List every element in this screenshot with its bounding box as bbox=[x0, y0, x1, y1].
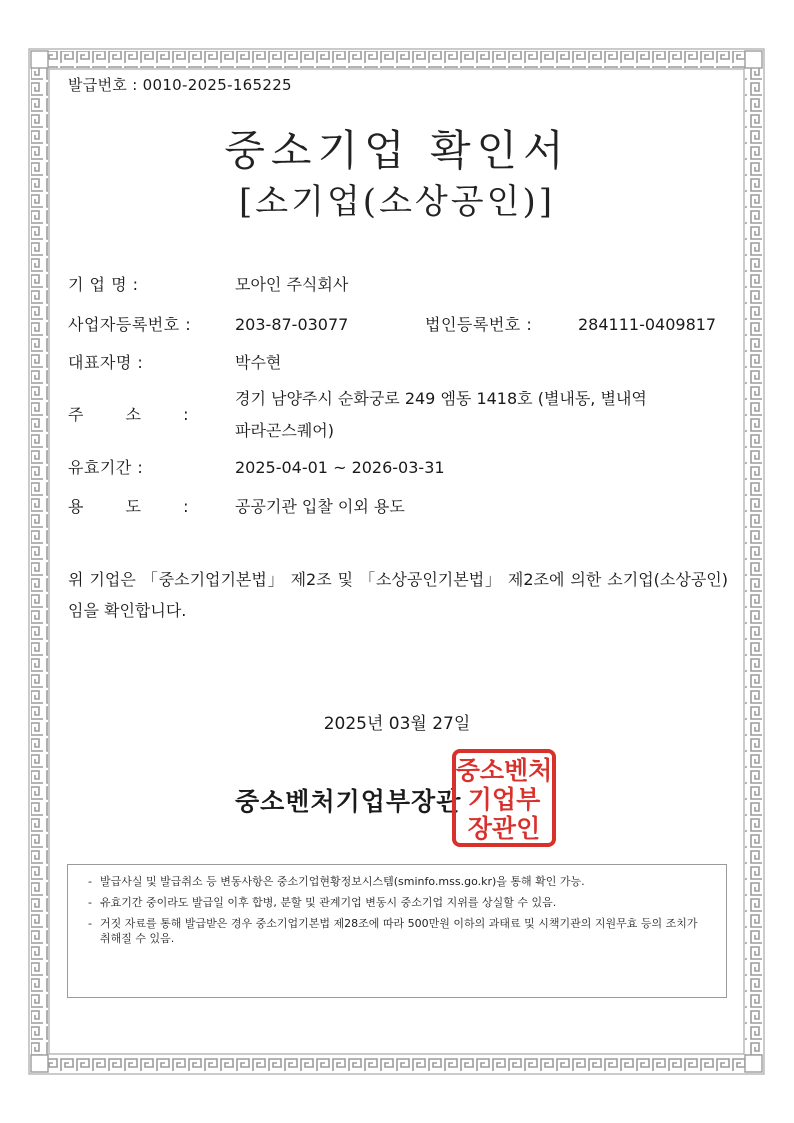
business-registration-label: 사업자등록번호 : bbox=[68, 315, 192, 334]
official-seal-stamp bbox=[451, 748, 557, 848]
bullet-mark: - bbox=[88, 917, 92, 930]
issuer-name: 중소벤처기업부장관 bbox=[235, 787, 462, 816]
company-name-label: 기 업 명 : bbox=[68, 275, 139, 294]
issue-number: 발급번호 : 0010-2025-165225 bbox=[68, 76, 292, 94]
representative-label: 대표자명 : bbox=[68, 353, 144, 372]
purpose-value: 공공기관 입찰 이외 용도 bbox=[235, 497, 405, 516]
document-subtitle: [소기업(소상공인)] bbox=[239, 182, 555, 222]
document-title: 중소기업 확인서 bbox=[224, 126, 570, 175]
bullet-mark: - bbox=[88, 896, 92, 909]
address-line-2: 파라곤스퀘어) bbox=[235, 421, 334, 440]
notice-item bbox=[88, 916, 708, 946]
notice-text: 유효기간 중이라도 발급일 이후 합병, 분할 및 관계기업 변동시 중소기업 지위를 상실할 수 있음. bbox=[100, 896, 557, 909]
svg-text:장관인: 장관인 bbox=[467, 814, 541, 843]
validity-period-value: 2025-04-01 ~ 2026-03-31 bbox=[235, 458, 445, 477]
business-registration-value: 203-87-03077 bbox=[235, 315, 349, 334]
issue-date: 2025년 03월 27일 bbox=[323, 714, 471, 734]
notice-box bbox=[67, 864, 727, 998]
confirmation-statement: 위 기업은 「중소기업기본법」 제2조 및 「소상공인기본법」 제2조에 의한 소기업(소상공인)임을 확인합니다. bbox=[68, 570, 728, 620]
purpose-label: 용 도 : bbox=[68, 497, 189, 516]
svg-text:중소벤처: 중소벤처 bbox=[455, 756, 553, 785]
validity-period-label: 유효기간 : bbox=[68, 458, 144, 477]
address-line-1: 경기 남양주시 순화궁로 249 엠동 1418호 (별내동, 별내역 bbox=[235, 389, 647, 408]
bullet-mark: - bbox=[88, 875, 92, 888]
notice-item bbox=[88, 874, 708, 889]
address-label: 주 소 : bbox=[68, 405, 189, 424]
representative-value: 박수현 bbox=[235, 353, 282, 372]
company-name-value: 모아인 주식회사 bbox=[235, 275, 349, 294]
notice-item bbox=[88, 895, 708, 910]
svg-text:기업부: 기업부 bbox=[467, 785, 541, 814]
notice-text: 발급사실 및 발급취소 등 변동사항은 중소기업현황정보시스템(sminfo.mss.go.kr)을 통해 확인 가능. bbox=[100, 875, 585, 888]
corporate-registration-value: 284111-0409817 bbox=[578, 315, 717, 334]
corporate-registration-label: 법인등록번호 : bbox=[425, 315, 533, 334]
notice-text: 거짓 자료를 통해 발급받은 경우 중소기업기본법 제28조에 따라 500만원 이하의 과태료 및 시책기관의 지원무효 등의 조치가 취해질 수 있음. bbox=[100, 917, 698, 945]
